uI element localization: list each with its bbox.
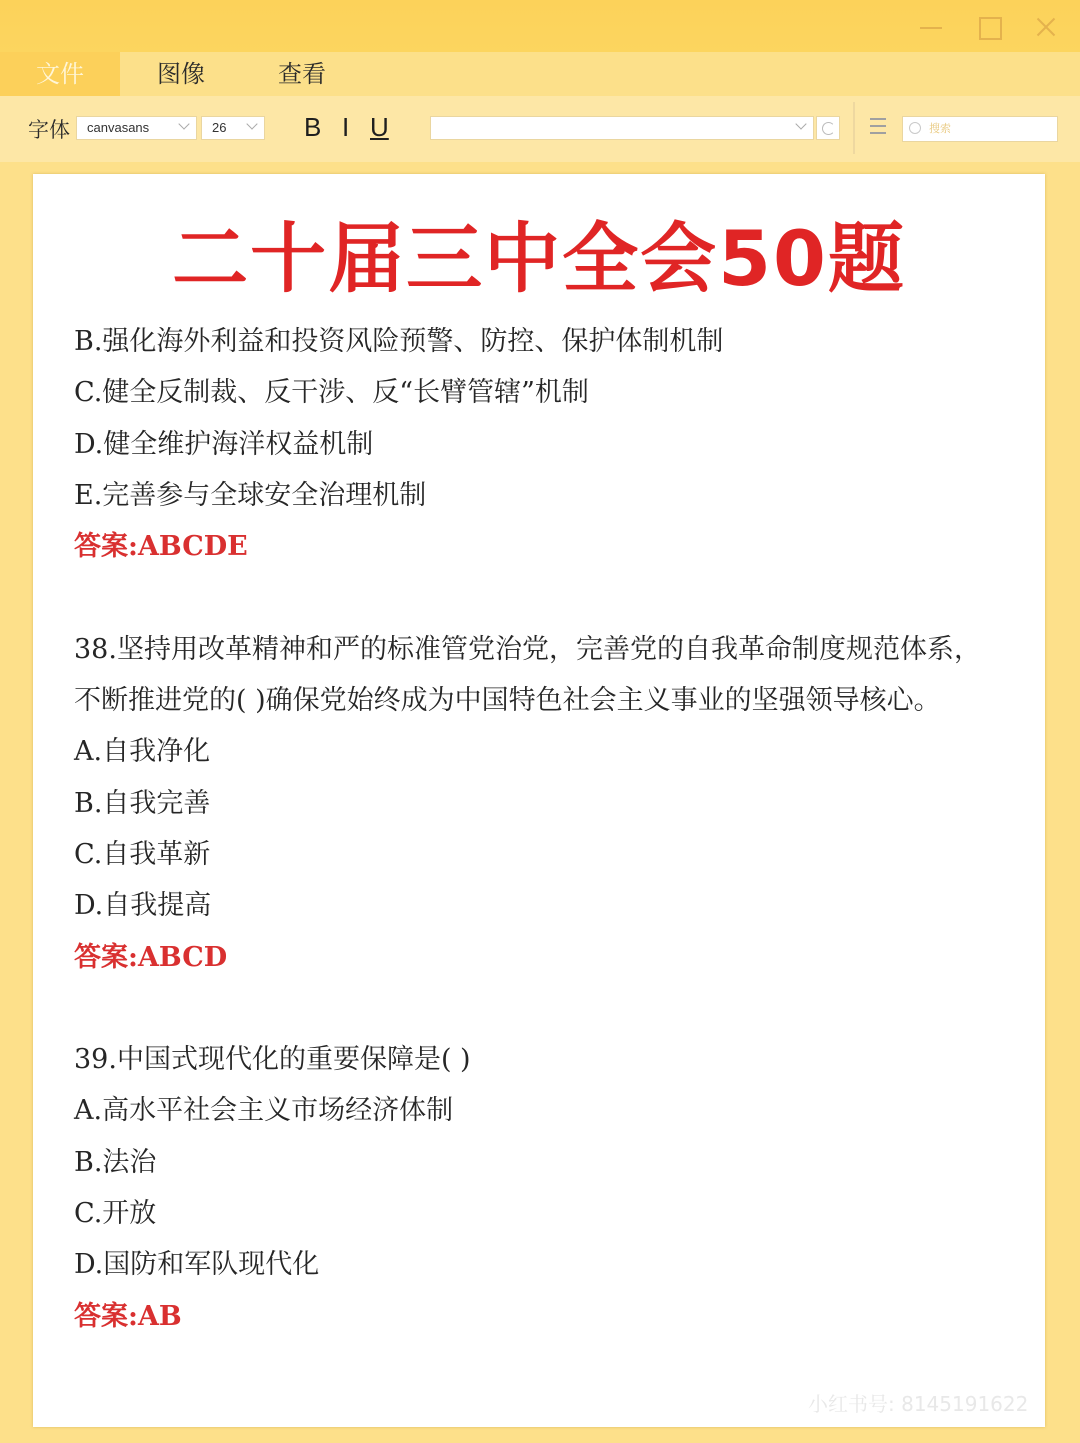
answer-line: 答案:AB: [74, 1300, 182, 1332]
italic-button[interactable]: I: [342, 112, 350, 142]
option-line: D.健全维护海洋权益机制: [74, 428, 374, 460]
option-line: A.高水平社会主义市场经济体制: [74, 1095, 454, 1127]
maximize-icon[interactable]: [974, 12, 1004, 42]
blank-line: [74, 578, 981, 629]
font-size-select[interactable]: [201, 116, 265, 140]
search-placeholder: 搜索: [929, 122, 951, 135]
font-family-value: canvasans: [87, 120, 150, 135]
question-line: 39.中国式现代化的重要保障是( ): [74, 1044, 471, 1076]
chevron-down-icon: [797, 120, 807, 130]
answer-line: 答案:ABCD: [74, 941, 228, 973]
option-line: B.强化海外利益和投资风险预警、防控、保护体制机制: [74, 326, 724, 357]
search-input[interactable]: [902, 116, 1058, 142]
blank-line: [74, 989, 981, 1040]
menu-image[interactable]: 图像: [157, 60, 205, 88]
chevron-down-icon: [180, 120, 190, 130]
refresh-icon[interactable]: [816, 116, 840, 140]
search-icon: [909, 122, 921, 134]
option-line: C.开放: [74, 1198, 157, 1230]
menu-file[interactable]: 文件: [0, 52, 120, 96]
option-line: B.法治: [74, 1146, 157, 1178]
toolbar-divider: [853, 102, 855, 154]
menu-view[interactable]: 查看: [278, 60, 326, 88]
document-title: 二十届三中全会50题: [172, 214, 906, 303]
option-line: A.自我净化: [74, 736, 211, 768]
document-body: [74, 322, 981, 1348]
option-line: D.自我提高: [74, 890, 212, 922]
list-icon[interactable]: [866, 118, 886, 136]
bold-button[interactable]: B: [304, 112, 322, 142]
document-page[interactable]: [33, 174, 1045, 1427]
answer-line: 答案:ABCDE: [74, 531, 248, 563]
menu-bar: [0, 52, 1080, 96]
title-bar: [0, 0, 1080, 52]
question-line: 38.坚持用改革精神和严的标准管党治党，完善党的自我革命制度规范体系，: [74, 633, 981, 665]
chevron-down-icon: [248, 120, 258, 130]
option-line: E.完善参与全球安全治理机制: [74, 479, 427, 511]
font-size-value: 26: [212, 120, 227, 135]
font-label: 字体: [28, 118, 70, 142]
font-family-select[interactable]: [76, 116, 197, 140]
option-line: C.健全反制裁、反干涉、反“长臂管辖”机制: [74, 377, 589, 409]
minimize-icon[interactable]: [916, 12, 946, 42]
watermark: 小红书号: 8145191622: [808, 1392, 1029, 1416]
option-line: C.自我革新: [74, 838, 211, 870]
style-select[interactable]: [430, 116, 814, 140]
close-icon[interactable]: [1031, 12, 1061, 42]
option-line: B.自我完善: [74, 787, 211, 819]
option-line: D.国防和军队现代化: [74, 1249, 320, 1281]
question-line: 不断推进党的( )确保党始终成为中国特色社会主义事业的坚强领导核心。: [74, 685, 941, 717]
underline-button[interactable]: U: [370, 112, 389, 142]
